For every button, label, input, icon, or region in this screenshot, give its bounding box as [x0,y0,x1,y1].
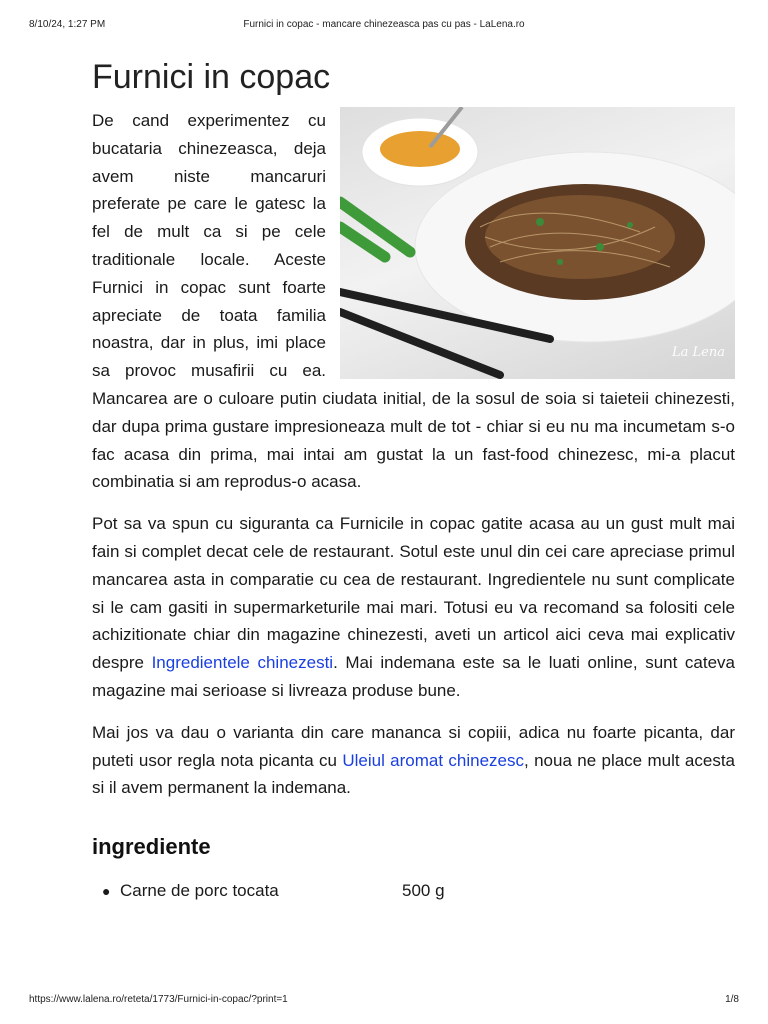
print-header [0,19,768,33]
ingredient-quantity: 500 g [402,881,445,901]
paragraph-3-tail: , noua ne place mult acesta si il avem permanent la indemana. [92,750,735,798]
print-document-title: Furnici in copac - mancare chinezeasca pas cu pas - LaLena.ro [243,19,525,30]
bullet-icon: ● [102,883,111,900]
intro-block [92,107,735,496]
photo-watermark: La Lena [672,345,725,361]
ingredients-heading: ingrediente [92,834,211,860]
ingredient-name: Carne de porc tocata [120,881,279,901]
dish-photo [340,107,735,379]
intro-text: De cand experimentez cu bucataria chinezeasca, deja avem niste mancaruri preferate pe care le gatesc la fel de mult ca si pe cele traditionale locale. Aceste Furnici in copac sunt foarte apreciate de toata familia noastra, dar in plus, imi place sa provoc musafirii cu ea. Mancarea are o culoare putin ciudata initial, de la sosul de soia si taieteii chinezesti, dar dupa prima gustare impresioneaza mult de tot - chiar si eu nu ma incumetam s-o fac acasa din prima, mai intai am gustat la un fast-food chinezesc, mi-a placut combinatia si am reprodus-o acasa. [92,111,735,492]
paragraph-3 [92,719,735,802]
article-title: Furnici in copac [92,58,331,96]
ingredients-list [100,878,735,904]
link-ingredientele-chinezesti[interactable]: Ingredientele chinezesti [151,653,334,673]
link-uleiul-aromat[interactable]: Uleiul aromat chinezesc [342,750,525,770]
paragraph-2-text: Pot sa va spun cu siguranta ca Furnicile in copac gatite acasa au un gust mult mai fain si complet decat cele de restaurant. Sotul este unul din cei care apreciase primul mancarea asta in comparatie cu cea de restaurant. Ingredientele nu sunt complicate si le cam gasiti in supermarketurile mai mari. Totusi eu va recomand sa folositi cele achizitionate chiar din magazine chinezesti, aveti un articol aici ceva mai explicativ despre [92,514,735,673]
dish-photo-illustration [340,107,735,379]
article [92,55,735,904]
paragraph-2-tail: . Mai indemana este sa le luati online, sunt cateva magazine mai serioase si livreaza produse bune. [92,653,736,700]
ingredient-item [100,878,735,904]
print-datetime: 8/10/24, 1:27 PM [29,19,106,30]
print-url: https://www.lalena.ro/reteta/1773/Furnici-in-copac/?print=1 [29,994,288,1005]
paragraph-3-text: Mai jos va dau o varianta din care mananca si copiii, adica nu foarte picanta, dar puteti usor regla nota picanta cu [92,722,735,770]
print-footer [0,994,768,1008]
page-number: 1/8 [725,994,739,1005]
paragraph-2 [92,510,735,705]
